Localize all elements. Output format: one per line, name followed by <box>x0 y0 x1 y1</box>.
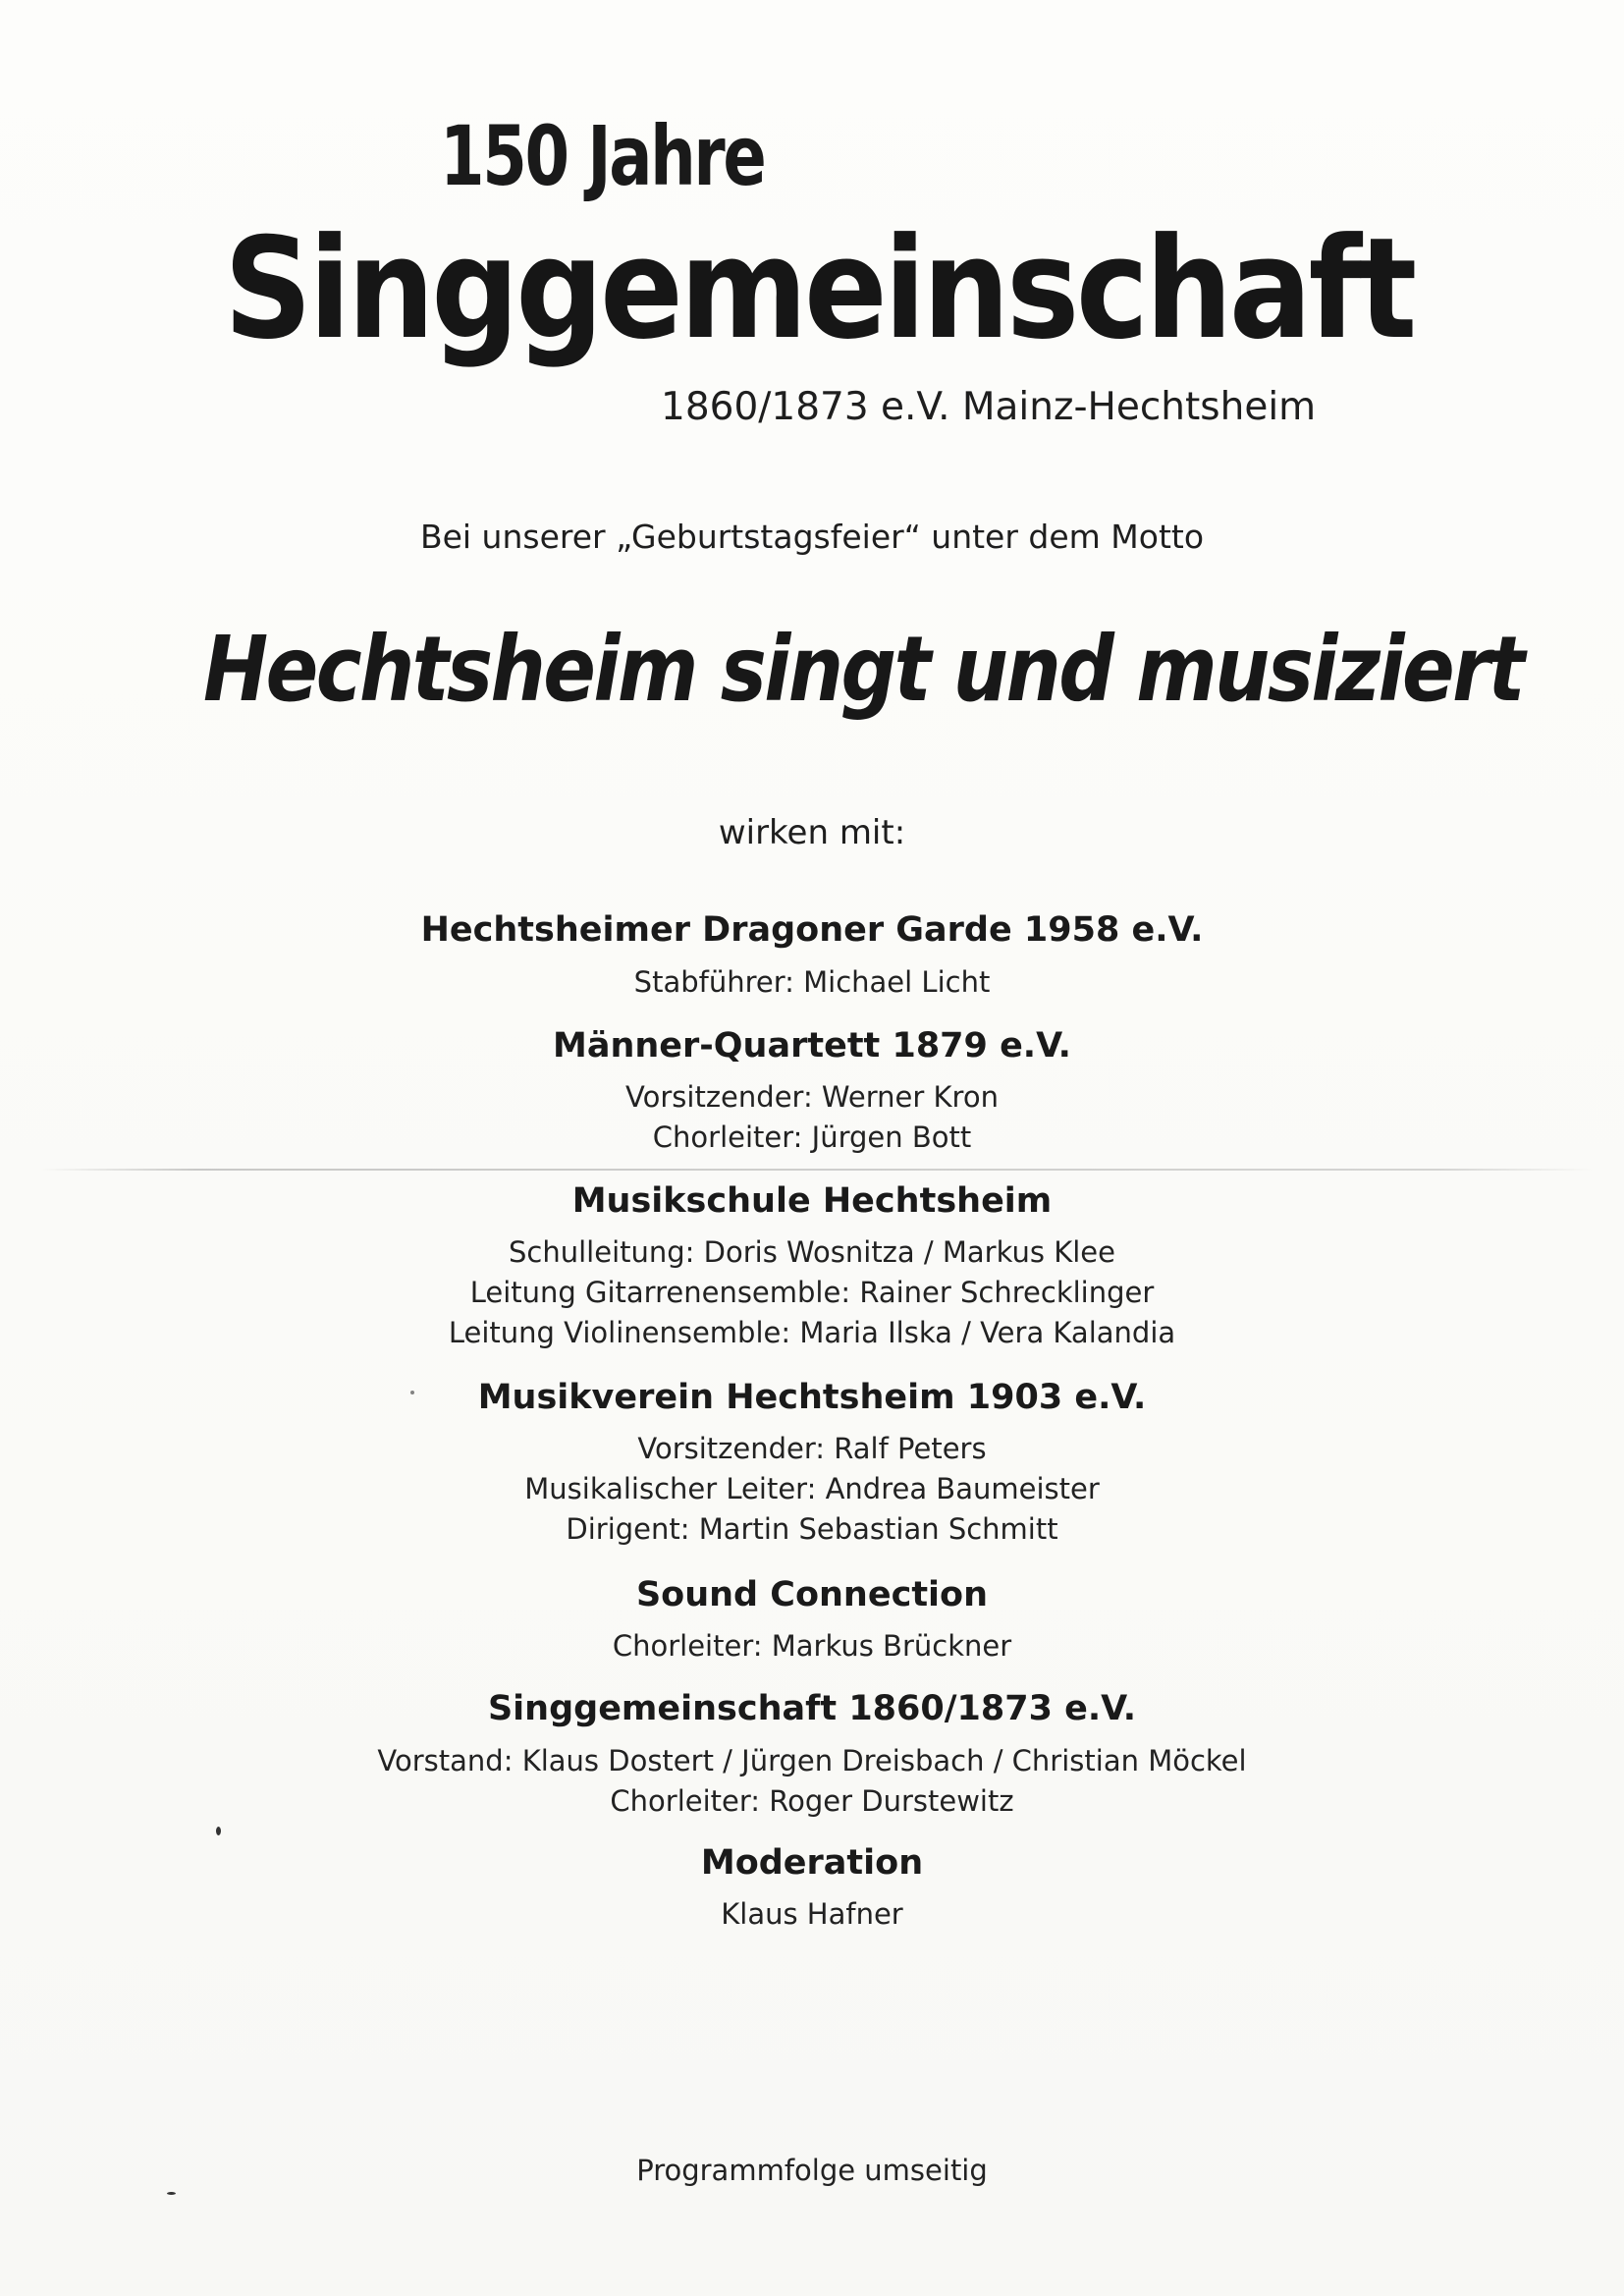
anniversary-heading: 150 Jahre <box>440 108 765 204</box>
club-subtitle: 1860/1873 e.V. Mainz-Hechtsheim <box>661 385 1317 429</box>
group-name: Musikverein Hechtsheim 1903 e.V. <box>477 1378 1147 1417</box>
group-detail: Leitung Gitarrenensemble: Rainer Schrecklinger <box>469 1276 1155 1309</box>
scan-speck <box>216 1827 221 1835</box>
group-name: Musikschule Hechtsheim <box>571 1181 1053 1221</box>
footer-note: Programmfolge umseitig <box>636 2154 988 2187</box>
group-name: Moderation <box>700 1843 924 1883</box>
intro-text: Bei unserer „Geburtstagsfeier“ unter dem Motto <box>419 518 1205 556</box>
group-detail: Leitung Violinensemble: Maria Ilska / Vera Kalandia <box>448 1316 1176 1349</box>
motto-heading: Hechtsheim singt und musiziert <box>203 617 1523 722</box>
group-name: Singgemeinschaft 1860/1873 e.V. <box>487 1689 1137 1728</box>
group-name: Männer-Quartett 1879 e.V. <box>553 1026 1071 1066</box>
group-detail: Schulleitung: Doris Wosnitza / Markus Klee <box>509 1235 1115 1269</box>
group-name: Sound Connection <box>635 1575 989 1614</box>
group-detail: Vorsitzender: Werner Kron <box>625 1080 999 1114</box>
group-detail: Chorleiter: Jürgen Bott <box>652 1121 972 1154</box>
group-detail: Musikalischer Leiter: Andrea Baumeister <box>524 1472 1100 1505</box>
fold-line <box>39 1169 1595 1171</box>
group-detail: Stabführer: Michael Licht <box>633 965 991 999</box>
group-detail: Vorstand: Klaus Dostert / Jürgen Dreisbach / Christian Möckel <box>377 1744 1247 1777</box>
page-title: Singgemeinschaft <box>224 208 1414 370</box>
group-detail: Vorsitzender: Ralf Peters <box>637 1432 987 1465</box>
group-detail: Chorleiter: Roger Durstewitz <box>610 1784 1014 1818</box>
group-detail: Klaus Hafner <box>721 1897 903 1931</box>
participants-heading: wirken mit: <box>718 813 906 852</box>
group-name: Hechtsheimer Dragoner Garde 1958 e.V. <box>420 910 1204 950</box>
group-detail: Chorleiter: Markus Brückner <box>612 1629 1012 1663</box>
group-detail: Dirigent: Martin Sebastian Schmitt <box>566 1512 1058 1546</box>
scan-speck <box>167 2192 176 2195</box>
